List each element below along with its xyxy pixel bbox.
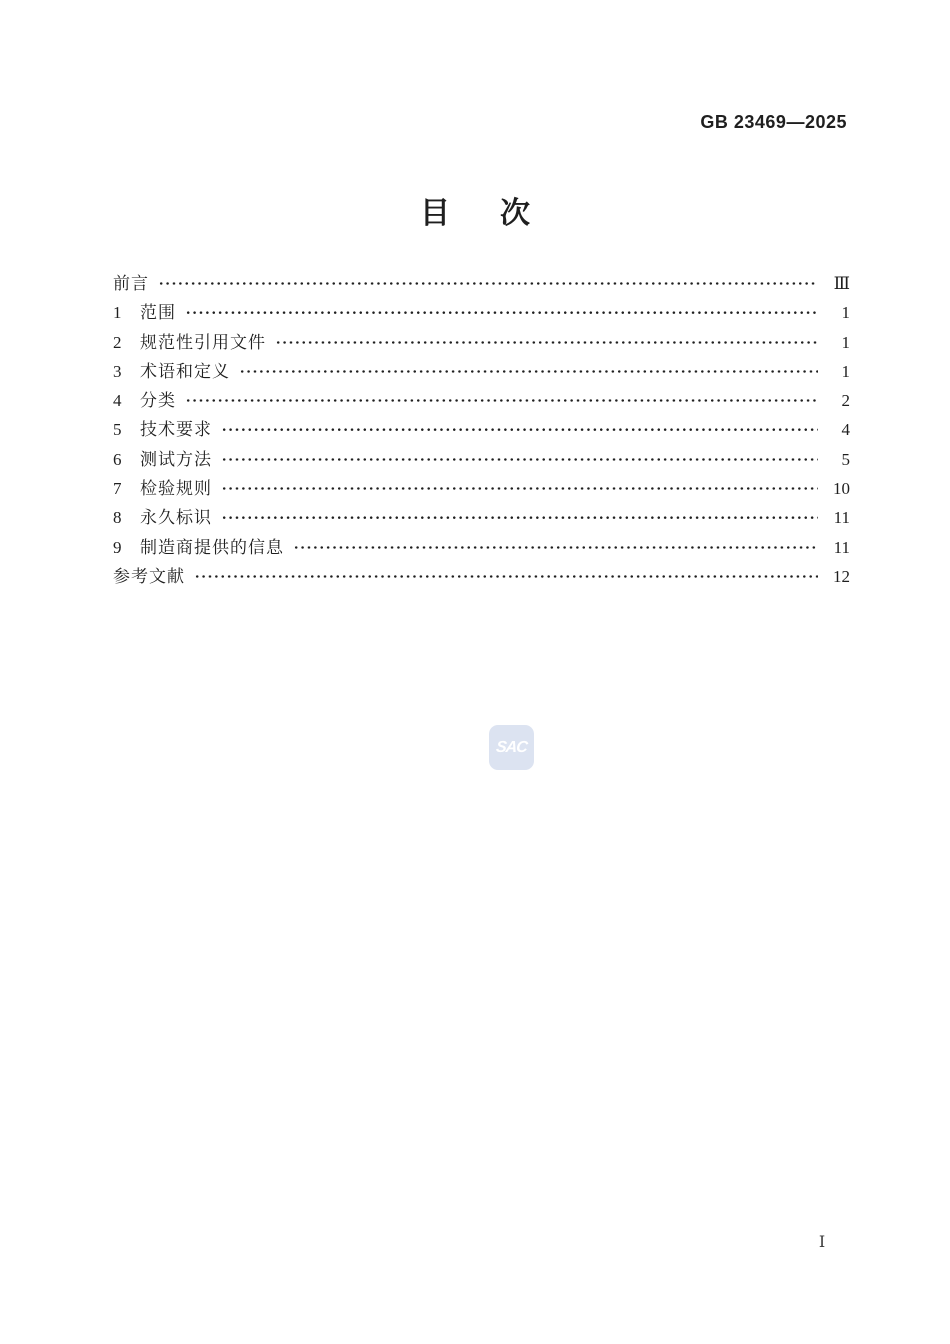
toc-entry-page: Ⅲ: [833, 274, 850, 293]
dot-leader: [239, 357, 818, 386]
dot-leader: [158, 269, 818, 298]
toc-entry-page: 11: [833, 537, 850, 557]
toc-entry-technical-requirements: [113, 415, 850, 444]
toc-entry-number: 7: [113, 479, 122, 499]
dot-leader: [221, 445, 818, 474]
toc-entry-label: 技术要求: [140, 420, 212, 440]
standard-code-header: GB 23469—2025: [700, 112, 847, 132]
toc-entry-permanent-marking: [113, 503, 850, 532]
toc-entry-classification: [113, 386, 850, 415]
toc-entry-label: 术语和定义: [140, 361, 230, 381]
toc-entry-number: 4: [113, 391, 122, 411]
toc-entry-label: 制造商提供的信息: [140, 537, 284, 557]
toc-entry-page: 4: [841, 420, 850, 440]
toc-entry-terms-definitions: [113, 357, 850, 386]
toc-entry-page: 1: [841, 303, 850, 323]
toc-entry-inspection-rules: [113, 474, 850, 503]
toc-entry-label: 永久标识: [140, 508, 212, 528]
dot-leader: [185, 386, 818, 415]
toc-entry-number: 1: [113, 303, 122, 323]
toc-entry-number: 5: [113, 420, 122, 440]
sac-watermark-label: SAC: [495, 738, 528, 756]
toc-entry-page: 5: [841, 449, 850, 469]
toc-entry-manufacturer-information: [113, 533, 850, 562]
toc-entry-page: 1: [841, 332, 850, 352]
toc-entry-page: 12: [833, 566, 850, 586]
dot-leader: [194, 562, 818, 591]
toc-entry-normative-references: [113, 328, 850, 357]
table-of-contents: [113, 269, 850, 591]
toc-entry-label: 参考文献: [113, 566, 185, 586]
dot-leader: [293, 533, 818, 562]
toc-entry-page: 10: [833, 479, 850, 499]
toc-entry-test-methods: [113, 445, 850, 474]
toc-entry-scope: [113, 298, 850, 327]
toc-entry-number: 8: [113, 508, 122, 528]
dot-leader: [185, 298, 818, 327]
toc-entry-number: 9: [113, 537, 122, 557]
sac-watermark-logo: [489, 725, 534, 770]
toc-entry-label: 检验规则: [140, 479, 212, 499]
toc-entry-label: 范围: [140, 303, 176, 323]
toc-entry-foreword: [113, 269, 850, 298]
toc-entry-number: 2: [113, 332, 122, 352]
toc-entry-number: 3: [113, 361, 122, 381]
toc-entry-label: 规范性引用文件: [140, 332, 266, 352]
dot-leader: [221, 474, 818, 503]
toc-entry-label: 测试方法: [140, 449, 212, 469]
toc-entry-page: 2: [841, 391, 850, 411]
toc-entry-page: 1: [841, 361, 850, 381]
dot-leader: [221, 415, 818, 444]
dot-leader: [221, 503, 818, 532]
toc-entry-bibliography: [113, 562, 850, 591]
toc-entry-number: 6: [113, 449, 122, 469]
dot-leader: [275, 328, 818, 357]
footer-page-number: Ⅰ: [818, 1234, 826, 1251]
toc-entry-label: 分类: [140, 391, 176, 411]
toc-entry-page: 11: [833, 508, 850, 528]
toc-entry-label: 前言: [113, 274, 149, 293]
page-title: 目 次: [420, 197, 540, 230]
